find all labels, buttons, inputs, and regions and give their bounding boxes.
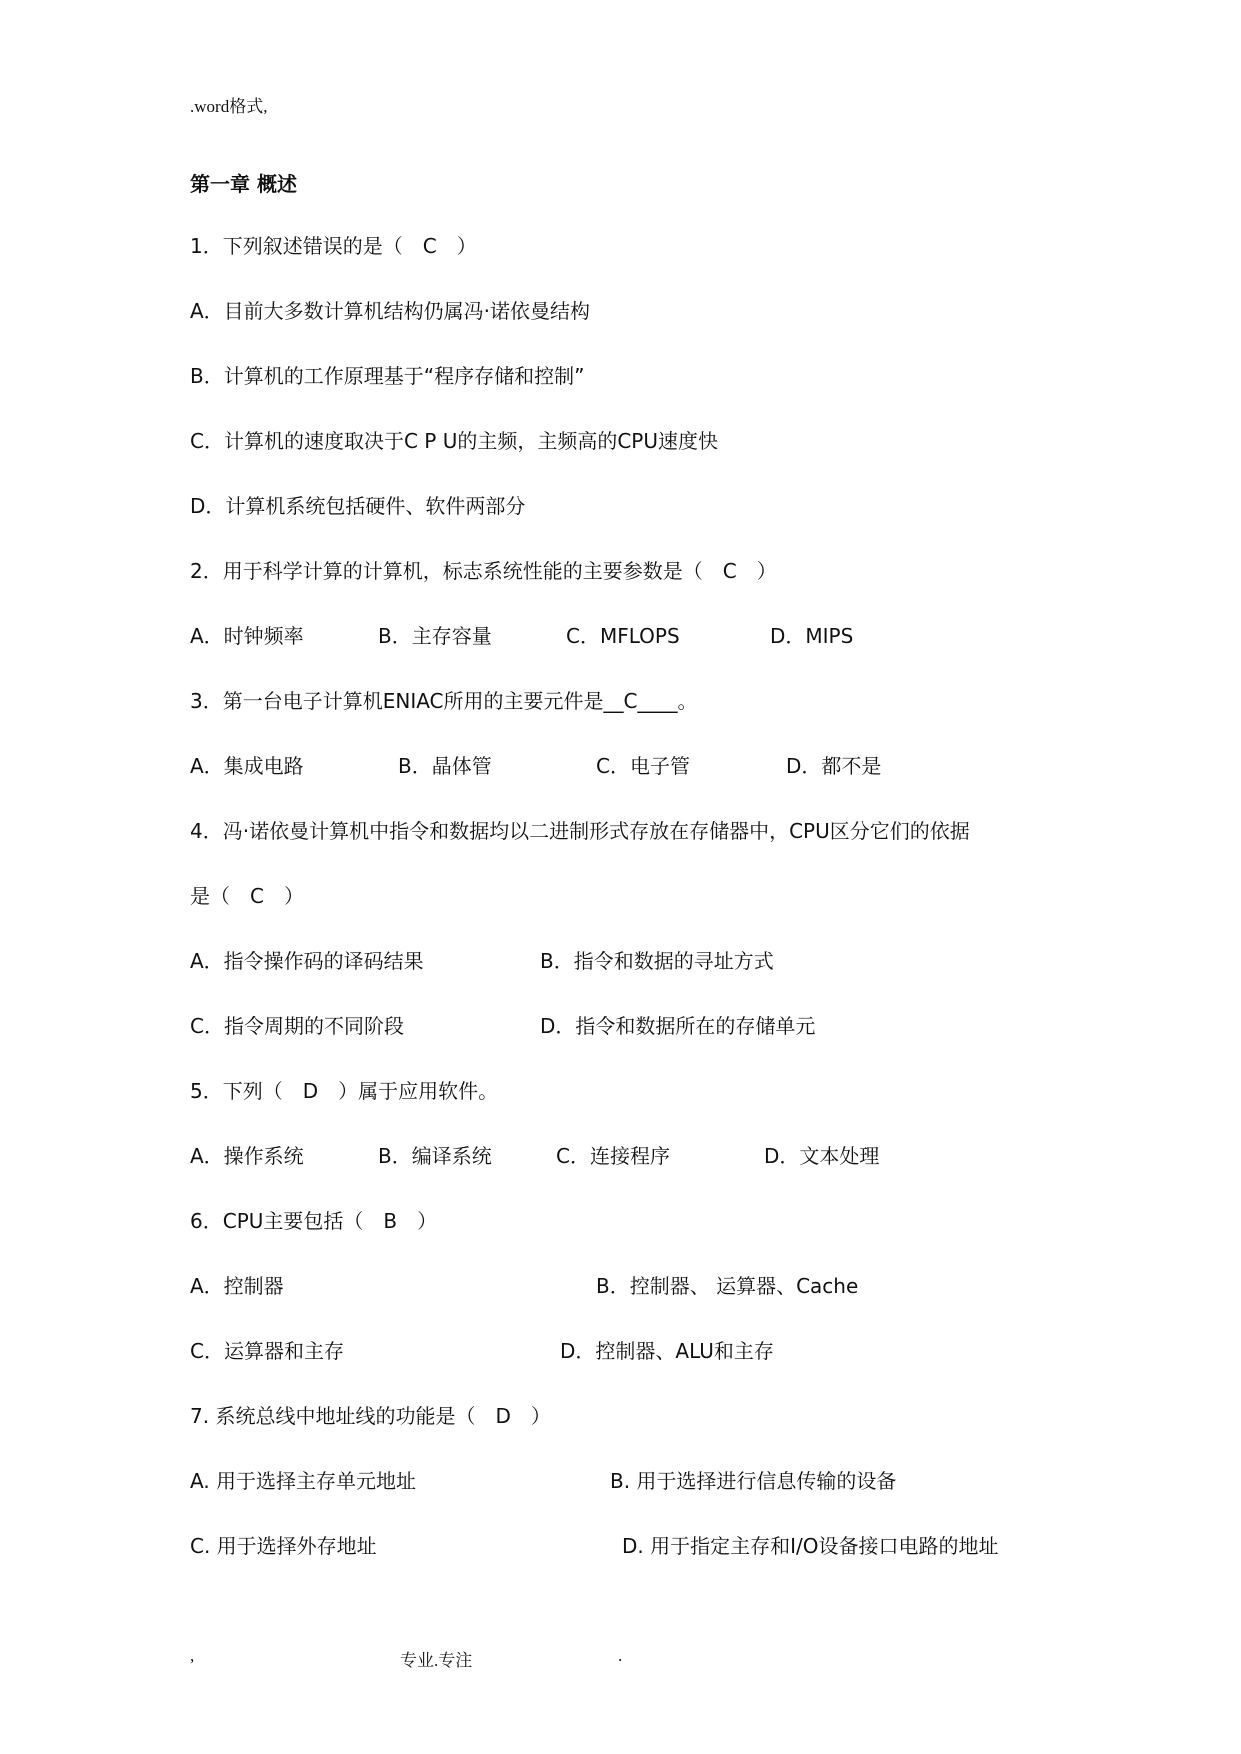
footer-right-mark: . bbox=[618, 1646, 623, 1665]
question-3-option-c: C．电子管 bbox=[596, 754, 690, 778]
question-5-option-c: C．连接程序 bbox=[556, 1144, 670, 1168]
question-6-option-a: A．控制器 bbox=[190, 1274, 284, 1298]
question-7-option-d: D. 用于指定主存和I/O设备接口电路的地址 bbox=[622, 1534, 999, 1558]
question-1-option-d: D．计算机系统包括硬件、软件两部分 bbox=[190, 494, 526, 518]
question-2-option-c: C．MFLOPS bbox=[566, 624, 680, 648]
question-2-option-a: A．时钟频率 bbox=[190, 624, 304, 648]
question-3-option-b: B．晶体管 bbox=[398, 754, 492, 778]
question-4-option-b: B．指令和数据的寻址方式 bbox=[540, 949, 774, 973]
page-header: .word格式, bbox=[190, 97, 268, 116]
question-3-option-a: A．集成电路 bbox=[190, 754, 304, 778]
question-1-stem: 1．下列叙述错误的是（ C ） bbox=[190, 234, 477, 258]
question-6-option-b: B．控制器、 运算器、Cache bbox=[596, 1274, 859, 1298]
question-4-stem-line1: 4．冯·诺依曼计算机中指令和数据均以二进制形式存放在存储器中，CPU区分它们的依据 bbox=[190, 819, 970, 843]
question-5-option-d: D．文本处理 bbox=[764, 1144, 880, 1168]
question-7-stem: 7. 系统总线中地址线的功能是（ D ） bbox=[190, 1404, 551, 1428]
footer-tagline: 专业.专注 bbox=[400, 1651, 473, 1670]
question-7-option-b: B. 用于选择进行信息传输的设备 bbox=[610, 1469, 897, 1493]
question-7-option-a: A. 用于选择主存单元地址 bbox=[190, 1469, 417, 1493]
question-1-option-a: A．目前大多数计算机结构仍属冯·诺依曼结构 bbox=[190, 299, 591, 323]
question-1-option-b: B．计算机的工作原理基于“程序存储和控制” bbox=[190, 364, 585, 388]
chapter-title: 第一章 概述 bbox=[190, 172, 297, 196]
question-4-option-a: A．指令操作码的译码结果 bbox=[190, 949, 424, 973]
question-7-option-c: C. 用于选择外存地址 bbox=[190, 1534, 377, 1558]
question-4-option-d: D．指令和数据所在的存储单元 bbox=[540, 1014, 816, 1038]
question-5-stem: 5．下列（ D ）属于应用软件。 bbox=[190, 1079, 499, 1103]
question-6-option-d: D．控制器、ALU和主存 bbox=[560, 1339, 774, 1363]
question-2-stem: 2．用于科学计算的计算机，标志系统性能的主要参数是（ C ） bbox=[190, 559, 777, 583]
question-2-option-d: D．MIPS bbox=[770, 624, 854, 648]
question-4-option-c: C．指令周期的不同阶段 bbox=[190, 1014, 404, 1038]
question-1-option-c: C．计算机的速度取决于C P U的主频，主频高的CPU速度快 bbox=[190, 429, 719, 453]
question-3-stem: 3．第一台电子计算机ENIAC所用的主要元件是__C____。 bbox=[190, 689, 698, 713]
question-2-option-b: B．主存容量 bbox=[378, 624, 492, 648]
footer-left-mark: , bbox=[190, 1646, 195, 1665]
question-3-option-d: D．都不是 bbox=[786, 754, 882, 778]
question-6-option-c: C．运算器和主存 bbox=[190, 1339, 344, 1363]
question-6-stem: 6．CPU主要包括（ B ） bbox=[190, 1209, 438, 1233]
question-5-option-a: A．操作系统 bbox=[190, 1144, 304, 1168]
question-4-stem-line2: 是（ C ） bbox=[190, 884, 304, 908]
question-5-option-b: B．编译系统 bbox=[378, 1144, 492, 1168]
